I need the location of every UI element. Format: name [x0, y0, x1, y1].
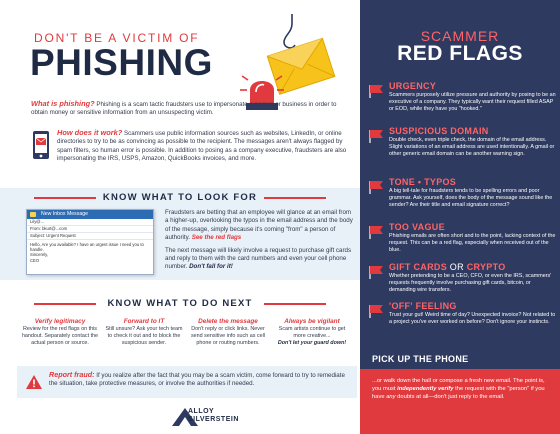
flag-title: SUSPICIOUS DOMAIN: [389, 126, 489, 136]
flag-title-b: CRYPTO: [466, 262, 506, 272]
red-flag-icon: [368, 304, 384, 318]
tip-vigilant: [272, 318, 352, 347]
logo-text: [166, 408, 239, 424]
red-flag-icon: [368, 265, 384, 279]
header-kicker: DON'T BE A VICTIM OF: [34, 31, 200, 45]
page-title: PHISHING: [30, 42, 213, 83]
red-flag-icon: [368, 225, 384, 239]
mail-body-line: Sincerely,: [30, 252, 49, 258]
flag-title: TONE • TYPOS: [389, 177, 457, 187]
tip-text: Don't reply or click links. Never send sensitive info such as cell phone or routing numbers.: [190, 326, 265, 346]
next-steps: [20, 318, 355, 368]
flag-title: [389, 262, 506, 272]
mail-body-line: CEO: [30, 257, 40, 263]
red-flag-icon: [368, 84, 384, 98]
tip-text: Review for the red flags on this handout. Separately contact the actual person or source.: [21, 326, 99, 346]
mail-title: New Inbox Message: [41, 211, 88, 217]
mail-from: From: bkurt@...com: [27, 226, 153, 233]
tip-text: Scam artists continue to get more creative...: [278, 326, 346, 339]
logo-line2: SILVERSTEIN: [188, 416, 239, 423]
sample-email-window: [26, 209, 154, 275]
pickup-heading: PICK UP THE PHONE: [360, 349, 560, 369]
fraud-text: If you realize after the fact that you may be a scam victim, come forward to try to remediate the situation, take protective measures, or involve the authorities if needed.: [49, 372, 345, 388]
red-flags-kicker: SCAMMER: [420, 28, 500, 44]
pickup-t4: any: [386, 394, 396, 400]
report-fraud-box: [17, 366, 357, 398]
what-lead: What is phishing?: [31, 99, 95, 108]
flag-text: A big tell-tale for fraudsters tends to be spelling errors and poor grammar. Ask yourself, does the body of the message sound like the sender? Are their title and email signature correct?: [389, 188, 553, 209]
report-fraud-text: [49, 371, 351, 389]
pickup-t2: independently verify: [397, 386, 454, 392]
mail-envelope-icon: [30, 212, 36, 217]
mail-body-line: Hello, Are you available? I have an urgent issue I need you to handle.: [30, 242, 144, 253]
flag-title: 'OFF' FEELING: [389, 301, 457, 311]
flag-text: Phishing emails are often short and to the point, lacking context of the request. This can be a red flag, especially when received out of the blue.: [389, 233, 556, 254]
flag-text: Double check, even triple check, the domain of the email address. Slight variations of an email address are used intentionally. A gmail or other generic email domain can be another warning sign.: [389, 137, 555, 158]
pickup-box: [360, 369, 560, 434]
pickup-t1: ...or walk down the hall or compose a fresh new email. The point is, you must: [372, 378, 545, 392]
tip-title: Always be vigilant: [284, 318, 340, 325]
look-p2-emph: Don't fall for it!: [189, 263, 233, 271]
warning-icon: [25, 374, 43, 390]
how-lead: How does it work?: [57, 128, 123, 137]
how-text: Scammers use public information sources such as websites, LinkedIn, or online directories to try to be as convincing as possible to the recipient. The messages aren't always flagged by spam filters, so human error is possible. In addition to posing as a company executive, fraudsters are also impersonating the IRS, USPS, Amazon, QuickBooks invoices, and more.: [57, 130, 347, 163]
tip-title: Forward to IT: [123, 318, 165, 325]
tip-title: Delete the message: [198, 318, 258, 325]
flag-text: Trust your gut! Weird time of day? Unexpected invoice? Not related to a project you've ever worked on before? Don't ignore your instincts.: [389, 312, 556, 326]
flag-title-a: GIFT CARDS: [389, 262, 447, 272]
see-red-flags-link: See the red flags: [191, 234, 242, 242]
flag-text: Scammers purposely utilize pressure and authority by posing to be an executive of a company. They typically want their request filled ASAP or EOD, while they have you "hooked.": [389, 92, 556, 113]
look-text: [165, 209, 353, 272]
red-flag-icon: [368, 129, 384, 143]
phone-icon: [31, 130, 51, 160]
mail-to: Lily@...: [27, 219, 153, 226]
pickup-text: [372, 377, 552, 401]
tip-delete: [188, 318, 268, 347]
how-does-it-work: [57, 129, 353, 164]
tip-verify: [20, 318, 100, 347]
flag-title-or: OR: [447, 262, 467, 272]
look-p2: The next message will likely involve a request to purchase gift cards and reply to them with the card numbers and even your cell phone number.: [165, 246, 352, 271]
what-text: Phishing is a scam tactic fraudsters use to impersonate a person or business in order to obtain money or sensitive information from an unsuspecting victim.: [31, 101, 337, 117]
look-p1: Fraudsters are betting that an employee will glance at an email from a higher-up, overlooking the typos in the email address and the body of the message, simply because it's coming "from" a person of authority.: [165, 209, 353, 242]
pick-up-the-phone: [360, 349, 560, 434]
mail-titlebar: [27, 210, 153, 219]
envelope-icon: [267, 38, 335, 94]
tip-text: Still unsure? Ask your tech team to check it out and to block the suspicious sender.: [105, 326, 183, 346]
look-heading: KNOW WHAT TO LOOK FOR: [102, 192, 258, 203]
mail-subject: Subject: Urgent Request: [27, 233, 153, 240]
flag-title: TOO VAGUE: [389, 222, 445, 232]
fraud-lead: Report fraud:: [49, 370, 95, 379]
flag-text: Whether pretending to be a CEO, CFO, or even the IRS, scammers' requests frequently involve purchasing gift cards, bitcoin, or demanding wire transfers.: [389, 273, 552, 294]
mail-body: [27, 240, 153, 265]
pickup-t5: doubts at all—don't just reply to the email.: [395, 394, 505, 400]
pickup-t3: the request with the "person" if you have: [372, 386, 545, 400]
what-is-phishing: [31, 100, 353, 118]
red-flag-icon: [368, 180, 384, 194]
logo-line1: ALLOY: [188, 408, 215, 415]
next-heading: KNOW WHAT TO DO NEXT: [107, 298, 253, 309]
tip-title: Verify legitimacy: [34, 318, 86, 325]
flag-title: URGENCY: [389, 81, 437, 91]
tip-emph: Don't let your guard down!: [277, 340, 347, 346]
tip-forward: [104, 318, 184, 347]
red-flags-title: RED FLAGS: [397, 42, 523, 65]
